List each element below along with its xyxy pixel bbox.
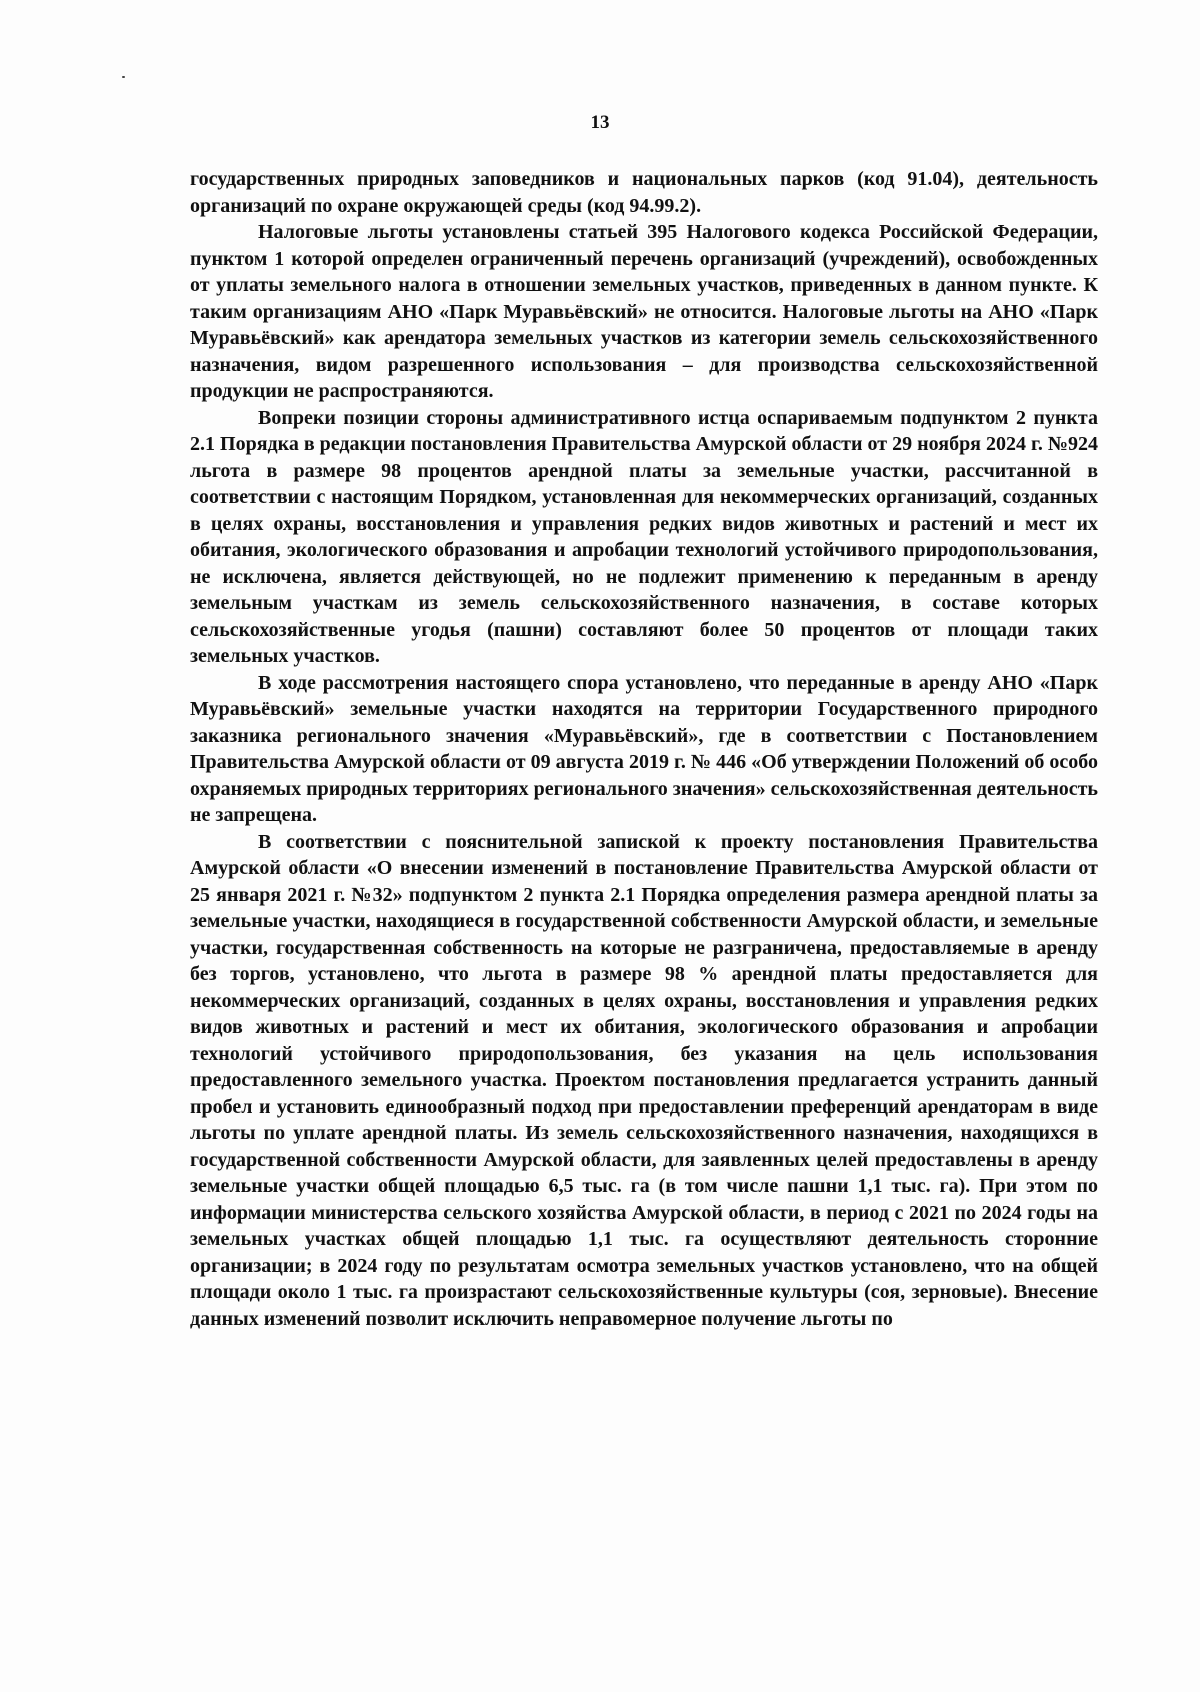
page-number: 13 (590, 112, 610, 133)
paragraph-dispute-findings: В ходе рассмотрения настоящего спора установлено, что переданные в аренду АНО «Парк Муравьёвский» земельные участки находятся на территории Государственного природного заказника регионального значения «Муравьёвский», где в соответствии с Постановлением Правительства Амурской области от 09 августа 2019 г. № 446 «Об утверждении Положений об особо охраняемых природных территориях регионального значения» сельскохозяйственная деятельность не запрещена. (190, 671, 1098, 826)
paragraph-contrary-position: Вопреки позиции стороны административного истца оспариваемым подпунктом 2 пункта 2.1 Порядка в редакции постановления Правительства Амурской области от 29 ноября 2024 г. №924 льгота в размере 98 процентов арендной платы за земельные участки, рассчитанной в соответствии с настоящим Порядком, установленная для некоммерческих организаций, созданных в целях охраны, восстановления и управления редких видов животных и растений и мест их обитания, экологического образования и апробации технологий устойчивого природопользования, не исключена, является действующей, но не подлежит применению к переданным в аренду земельным участкам из земель сельскохозяйственного назначения, в составе которых сельскохозяйственные угодья (пашни) составляют более 50 процентов от площади таких земельных участков. (190, 406, 1098, 667)
paragraph-tax-benefits: Налоговые льготы установлены статьей 395 Налогового кодекса Российской Федерации, пунктом 1 которой определен ограниченный перечень организаций (учреждений), освобожденных от уплаты земельного налога в отношении земельных участков, приведенных в данном пункте. К таким организациям АНО «Парк Муравьёвский» не относится. Налоговые льготы на АНО «Парк Муравьёвский» как арендатора земельных участков из категории земель сельскохозяйственного назначения, видом разрешенного использования – для производства сельскохозяйственной продукции не распространяются. (190, 221, 1098, 402)
scan-speck (122, 76, 125, 78)
paragraph-continuation: государственных природных заповедников и национальных парков (код 91.04), деятельность организаций по охране окружающей среды (код 94.99.2). (190, 168, 1098, 217)
paragraph-explanatory-note: В соответствии с пояснительной запиской к проекту постановления Правительства Амурской области «О внесении изменений в постановление Правительства Амурской области от 25 января 2021 г. №32» подпунктом 2 пункта 2.1 Порядка определения размера арендной платы за земельные участки, находящиеся в государственной собственности Амурской области, и земельные участки, государственная собственность на которые не разграничена, предоставляемые в аренду без торгов, установлено, что льгота в размере 98 % арендной платы предоставляется для некоммерческих организаций, созданных в целях охраны, восстановления и управления редких видов животных и растений и мест их обитания, экологического образования и апробации технологий устойчивого природопользования, без указания на цель использования предоставленного земельного участка. Проектом постановления предлагается устранить данный пробел и установить единообразный подход при предоставлении преференций арендаторам в виде льготы по уплате арендной платы. Из земель сельскохозяйственного назначения, находящихся в государственной собственности Амурской области, для заявленных целей предоставлены в аренду земельные участки общей площадью 6,5 тыс. га (в том числе пашни 1,1 тыс. га). При этом по информации министерства сельского хозяйства Амурской области, в период с 2021 по 2024 годы на земельных участках общей площадью 1,1 тыс. га осуществляют деятельность сторонние организации; в 2024 году по результатам осмотра земельных участков установлено, что на общей площади около 1 тыс. га произрастают сельскохозяйственные культуры (соя, зерновые). Внесение данных изменений позволит исключить неправомерное получение льготы по (190, 830, 1098, 1330)
body-text (190, 166, 1098, 1332)
